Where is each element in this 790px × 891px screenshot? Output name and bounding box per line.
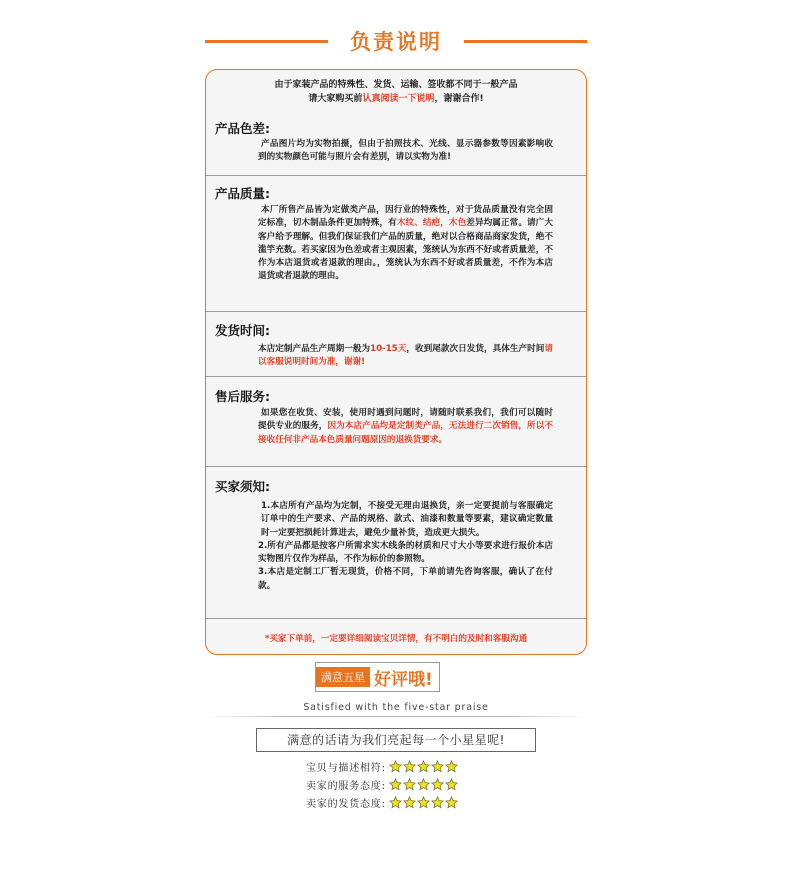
color-text: 产品图片均为实物拍摄，但由于拍照技术、光线、显示器参数等因素影响收到的实物颜色可能与照片会有差别，请以实物为准! — [258, 139, 553, 163]
star-icon[interactable] — [403, 796, 416, 809]
header-line-right — [464, 40, 587, 43]
aftersales-text-highlight: 因为本店产品均是定制类产品，无法进行二次销售，所以不接收任何非产品本色质量问题原因的退换货要求。 — [258, 421, 553, 445]
intro-line-2-post: ，谢谢合作! — [434, 94, 484, 104]
rating-label: 宝贝与描述相符: — [306, 762, 386, 774]
star-icon[interactable] — [431, 778, 444, 791]
aftersales-text-pre: 如果您在收货、安装，使用时遇到问题时，请随时联系我们，我们可以随时提供专业的服务， — [258, 408, 553, 432]
star-icon[interactable] — [389, 778, 402, 791]
rating-label: 卖家的服务态度: — [306, 780, 386, 792]
star-icon[interactable] — [445, 778, 458, 791]
praise-tag: 满意五星 — [316, 667, 370, 687]
star-icon[interactable] — [403, 760, 416, 773]
shipping-text-highlight: 请以客服说明时间为准，谢谢! — [258, 344, 553, 368]
rating-row-service — [306, 775, 459, 793]
section-title: 售后服务: — [215, 389, 270, 404]
shipping-period: 10-15天 — [370, 344, 407, 354]
buyer-notice-item-3: 3.本店是定制工厂暂无现货，价格不同，下单前请先咨询客服，确认了在付款。 — [258, 567, 553, 591]
star-prompt: 满意的话请为我们亮起每一个小星星呢! — [256, 728, 536, 752]
star-rating[interactable] — [389, 760, 459, 773]
page-title: 负责说明 — [350, 30, 442, 54]
praise-banner — [315, 662, 440, 692]
shipping-text-mid: ，收到尾款次日发货，具体生产时间 — [406, 344, 545, 354]
star-rating[interactable] — [389, 778, 459, 791]
intro-line-2-highlight: 认真阅读一下说明 — [362, 94, 435, 104]
section-shipping — [206, 312, 586, 377]
quality-text-post: 差异均属正常。请广大客户给予理解。但我们保证我们产品的质量，绝对以合格商品商家发货，绝不滥竽充数。若买家因为色差或者主观因素，笼统认为东西不好或者质量差，不作为本店退货或者退款的理由。，笼统认为东西不好或者质量差，不作为本店退货或者退款的理由。 — [258, 218, 553, 282]
section-after-sales — [206, 377, 586, 467]
intro-line-2-pre: 请大家购买前 — [308, 94, 363, 104]
section-header — [205, 24, 587, 58]
praise-english: Satisfied with the five-star praise — [303, 702, 489, 713]
buyer-notice-item-2: 2.所有产品都是按客户所需求实木线条的材质和尺寸大小等要求进行报价本店实物图片仅作为样品，不作为标价的参照物。 — [258, 540, 553, 565]
quality-text-pre: 本厂所售产品皆为定做类产品，因行业的特殊性，对于货品质量没有完全固定标准，切木制品条件更加特殊，有 — [258, 205, 553, 229]
section-body — [258, 343, 553, 370]
section-title: 买家须知: — [215, 479, 270, 494]
section-title: 产品质量: — [215, 186, 270, 201]
disclaimer-panel — [205, 69, 587, 655]
intro-line-2 — [206, 92, 586, 106]
rating-row-shipping — [306, 793, 459, 811]
star-icon[interactable] — [445, 760, 458, 773]
section-body — [258, 500, 553, 593]
star-icon[interactable] — [417, 760, 430, 773]
star-icon[interactable] — [389, 760, 402, 773]
star-icon[interactable] — [445, 796, 458, 809]
rating-row-description — [306, 757, 459, 775]
footer-note: *买家下单前，一定要详细阅读宝贝详情，有不明白的及时和客服沟通 — [264, 634, 528, 644]
section-body — [258, 204, 553, 284]
intro-section — [206, 70, 586, 116]
section-body — [258, 407, 553, 447]
praise-headline: 好评哦! — [374, 669, 433, 690]
star-icon[interactable] — [431, 760, 444, 773]
star-rating[interactable] — [389, 796, 459, 809]
section-buyer-notice — [206, 467, 586, 619]
divider — [205, 716, 587, 717]
section-body — [258, 138, 553, 165]
section-quality — [206, 176, 586, 312]
section-title: 产品色差: — [215, 121, 270, 136]
star-icon[interactable] — [431, 796, 444, 809]
star-icon[interactable] — [403, 778, 416, 791]
shipping-text-pre: 本店定制产品生产周期一般为 — [258, 344, 371, 354]
star-icon[interactable] — [417, 778, 430, 791]
rating-label: 卖家的发货态度: — [306, 798, 386, 810]
star-icon[interactable] — [417, 796, 430, 809]
star-icon[interactable] — [389, 796, 402, 809]
buyer-notice-item-1: 1.本店所有产品均为定制，不接受无理由退换货，亲一定要提前与客服确定订单中的生产要求、产品的规格、款式、油漆和数量等要素，建议确定数量时一定要把损耗计算进去，避免少量补货，造成更大损失。 — [261, 501, 553, 538]
section-color-difference — [206, 116, 586, 176]
intro-line-1: 由于家装产品的特殊性、发货、运输、签收都不同于一般产品 — [274, 80, 518, 90]
section-title: 发货时间: — [215, 323, 270, 338]
quality-text-highlight: 木纹、结疤，木色 — [396, 218, 467, 229]
